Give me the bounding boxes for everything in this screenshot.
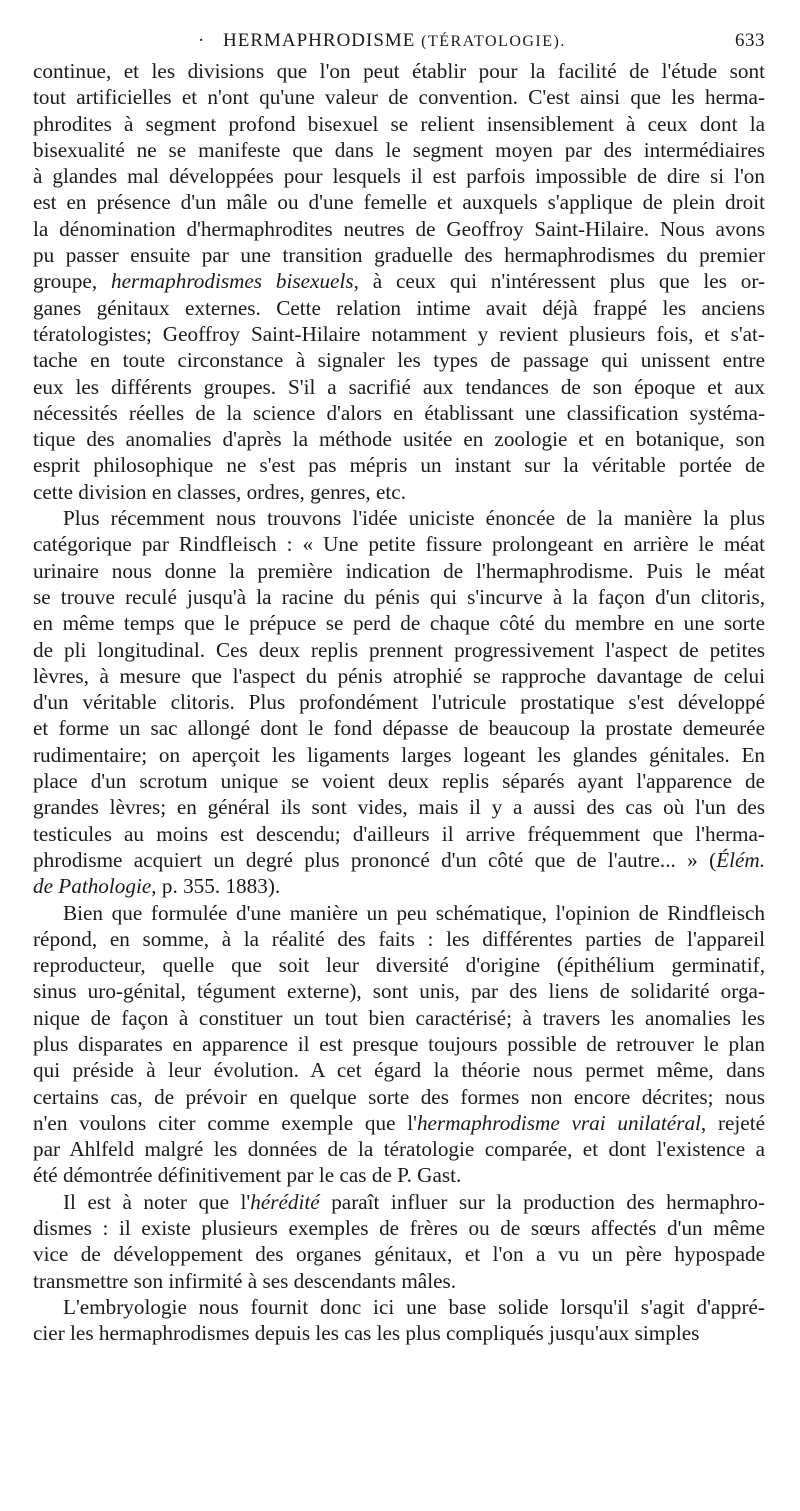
italic-phrase: hermaphrodisme vrai unilatéral — [416, 1110, 701, 1135]
text-line: Plus récemment nous trouvons l'idée uniciste énoncée de la manière la plus — [63, 506, 765, 531]
text-line: L'embryologie nous fournit donc ici une base solide lorsqu'il s'agit d'appré- — [63, 1294, 765, 1319]
text-line: pu passer ensuite par une transition graduelle des hermaphrodismes du premier — [33, 243, 765, 268]
text-line: Il est à noter que l'hérédité paraît influer sur la production des hermaphro- — [63, 1189, 765, 1214]
text-line: et forme un sac allongé dont le fond dépasse de beaucoup la prostate demeurée — [33, 716, 765, 741]
running-head — [33, 0, 765, 58]
italic-phrase: hérédité — [250, 1189, 320, 1214]
italic-phrase: de Pathologie — [33, 874, 152, 899]
text-line: continue, et les divisions que l'on peut établir pour la facilité de l'étude sont — [33, 59, 765, 83]
text-line: de pli longitudinal. Ces deux replis prennent progressivement l'aspect de petites — [33, 637, 765, 662]
text-line: ganes génitaux externes. Cette relation intime avait déjà frappé les anciens — [33, 295, 765, 320]
text-line: la dénomination d'hermaphrodites neutres de Geoffroy Saint-Hilaire. Nous avons — [33, 216, 765, 241]
text-line: lèvres, à mesure que l'aspect du pénis atrophié se rapproche davantage de celui — [33, 663, 765, 688]
text-line: groupe, hermaphrodismes bisexuels, à ceux qui n'intéressent plus que les or- — [33, 269, 765, 294]
text-line: sinus uro-génital, tégument externe), sont unis, par des liens de solidarité orga- — [33, 979, 765, 1004]
header-title — [223, 30, 566, 52]
paragraph — [33, 1294, 765, 1347]
text-line: cier les hermaphrodismes depuis les cas les plus compliqués jusqu'aux simples — [33, 1321, 700, 1346]
text-line: testicules au moins est descendu; d'ailleurs il arrive fréquemment que l'herma- — [33, 821, 765, 846]
text-line: eux les différents groupes. S'il a sacrifié aux tendances de son époque et aux — [33, 374, 765, 399]
text-line: tout artificielles et n'ont qu'une valeur de convention. C'est ainsi que les herma- — [33, 85, 765, 110]
text-line: à glandes mal développées pour lesquels il est parfois impossible de dire si l'on — [33, 164, 765, 189]
text-line: de Pathologie, p. 355. 1883). — [33, 874, 281, 899]
text-line: phrodites à segment profond bisexuel se relient insensiblement à ceux dont la — [33, 111, 765, 136]
text-line: urinaire nous donne la première indication de l'hermaphrodisme. Puis le méat — [33, 558, 765, 583]
header-bullet: · — [198, 30, 205, 51]
text-line: vice de développement des organes génitaux, et l'on a vu un père hypospade — [33, 1242, 765, 1267]
text-line: est en présence d'un mâle ou d'une femelle et auxquels s'applique de plein droit — [33, 190, 765, 215]
text-line: répond, en somme, à la réalité des faits : les différentes parties de l'appareil — [33, 926, 765, 951]
text-line: certains cas, de prévoir en quelque sorte des formes non encore décrites; nous — [33, 1084, 765, 1109]
text-line: n'en voulons citer comme exemple que l'hermaphrodisme vrai unilatéral, rejeté — [33, 1110, 765, 1135]
text-line: se trouve reculé jusqu'à la racine du pénis qui s'incurve à la façon d'un clitoris, — [33, 584, 765, 609]
text-line: place d'un scrotum unique se voient deux replis séparés ayant l'apparence de — [33, 769, 765, 794]
text-line: catégorique par Rindfleisch : « Une petite fissure prolongeant en arrière le méat — [33, 532, 765, 557]
paragraph — [33, 58, 765, 505]
text-line: été démontrée définitivement par le cas de P. Gast. — [33, 1163, 462, 1188]
header-title-main: HERMAPHRODISME — [223, 30, 416, 51]
text-line: plus disparates en apparence il est presque toujours possible de retrouver le plan — [33, 1031, 765, 1056]
italic-phrase: Élém. — [716, 847, 765, 872]
book-page — [33, 0, 765, 1347]
text-line: tératologistes; Geoffroy Saint-Hilaire notamment y revient plusieurs fois, et s'at- — [33, 321, 765, 346]
text-line: grandes lèvres; en général ils sont vides, mais il y a aussi des cas où l'un des — [33, 795, 765, 820]
paragraph — [33, 505, 765, 899]
text-line: rudimentaire; on aperçoit les ligaments larges logeant les glandes génitales. En — [33, 742, 765, 767]
text-line: par Ahlfeld malgré les données de la tératologie comparée, et dont l'existence a — [33, 1137, 765, 1162]
text-line: esprit philosophique ne s'est pas mépris un instant sur la véritable portée de — [33, 453, 765, 478]
text-line: en même temps que le prépuce se perd de chaque côté du membre en une sorte — [33, 611, 765, 636]
text-line: tique des anomalies d'après la méthode usitée en zoologie et en botanique, son — [33, 427, 765, 452]
paragraph — [33, 900, 765, 1189]
text-line: transmettre son infirmité à ses descendants mâles. — [33, 1268, 457, 1293]
text-line: cette division en classes, ordres, genres, etc. — [33, 479, 407, 504]
body-text — [33, 58, 765, 1347]
text-line: Bien que formulée d'une manière un peu schématique, l'opinion de Rindfleisch — [63, 900, 765, 925]
text-line: d'un véritable clitoris. Plus profondément l'utricule prostatique s'est développé — [33, 690, 765, 715]
text-line: bisexualité ne se manifeste que dans le segment moyen par des intermédiaires — [33, 137, 765, 162]
text-line: phrodisme acquiert un degré plus prononcé d'un côté que de l'autre... » (Élém. — [33, 847, 765, 872]
text-line: tache en toute circonstance à signaler les types de passage qui unissent entre — [33, 348, 765, 373]
text-line: qui préside à leur évolution. A cet égard la théorie nous permet même, dans — [33, 1058, 765, 1083]
text-line: dismes : il existe plusieurs exemples de frères ou de sœurs affectés d'un même — [33, 1216, 765, 1241]
page-number: 633 — [735, 30, 765, 51]
text-line: nique de façon à constituer un tout bien caractérisé; à travers les anomalies les — [33, 1005, 765, 1030]
text-line: reproducteur, quelle que soit leur diversité d'origine (épithélium germinatif, — [33, 953, 765, 978]
paragraph — [33, 1189, 765, 1294]
header-title-sub: (TÉRATOLOGIE). — [421, 33, 566, 50]
italic-phrase: hermaphrodismes bisexuels — [111, 269, 354, 294]
text-line: nécessités réelles de la science d'alors en établissant une classification systéma- — [33, 400, 765, 425]
